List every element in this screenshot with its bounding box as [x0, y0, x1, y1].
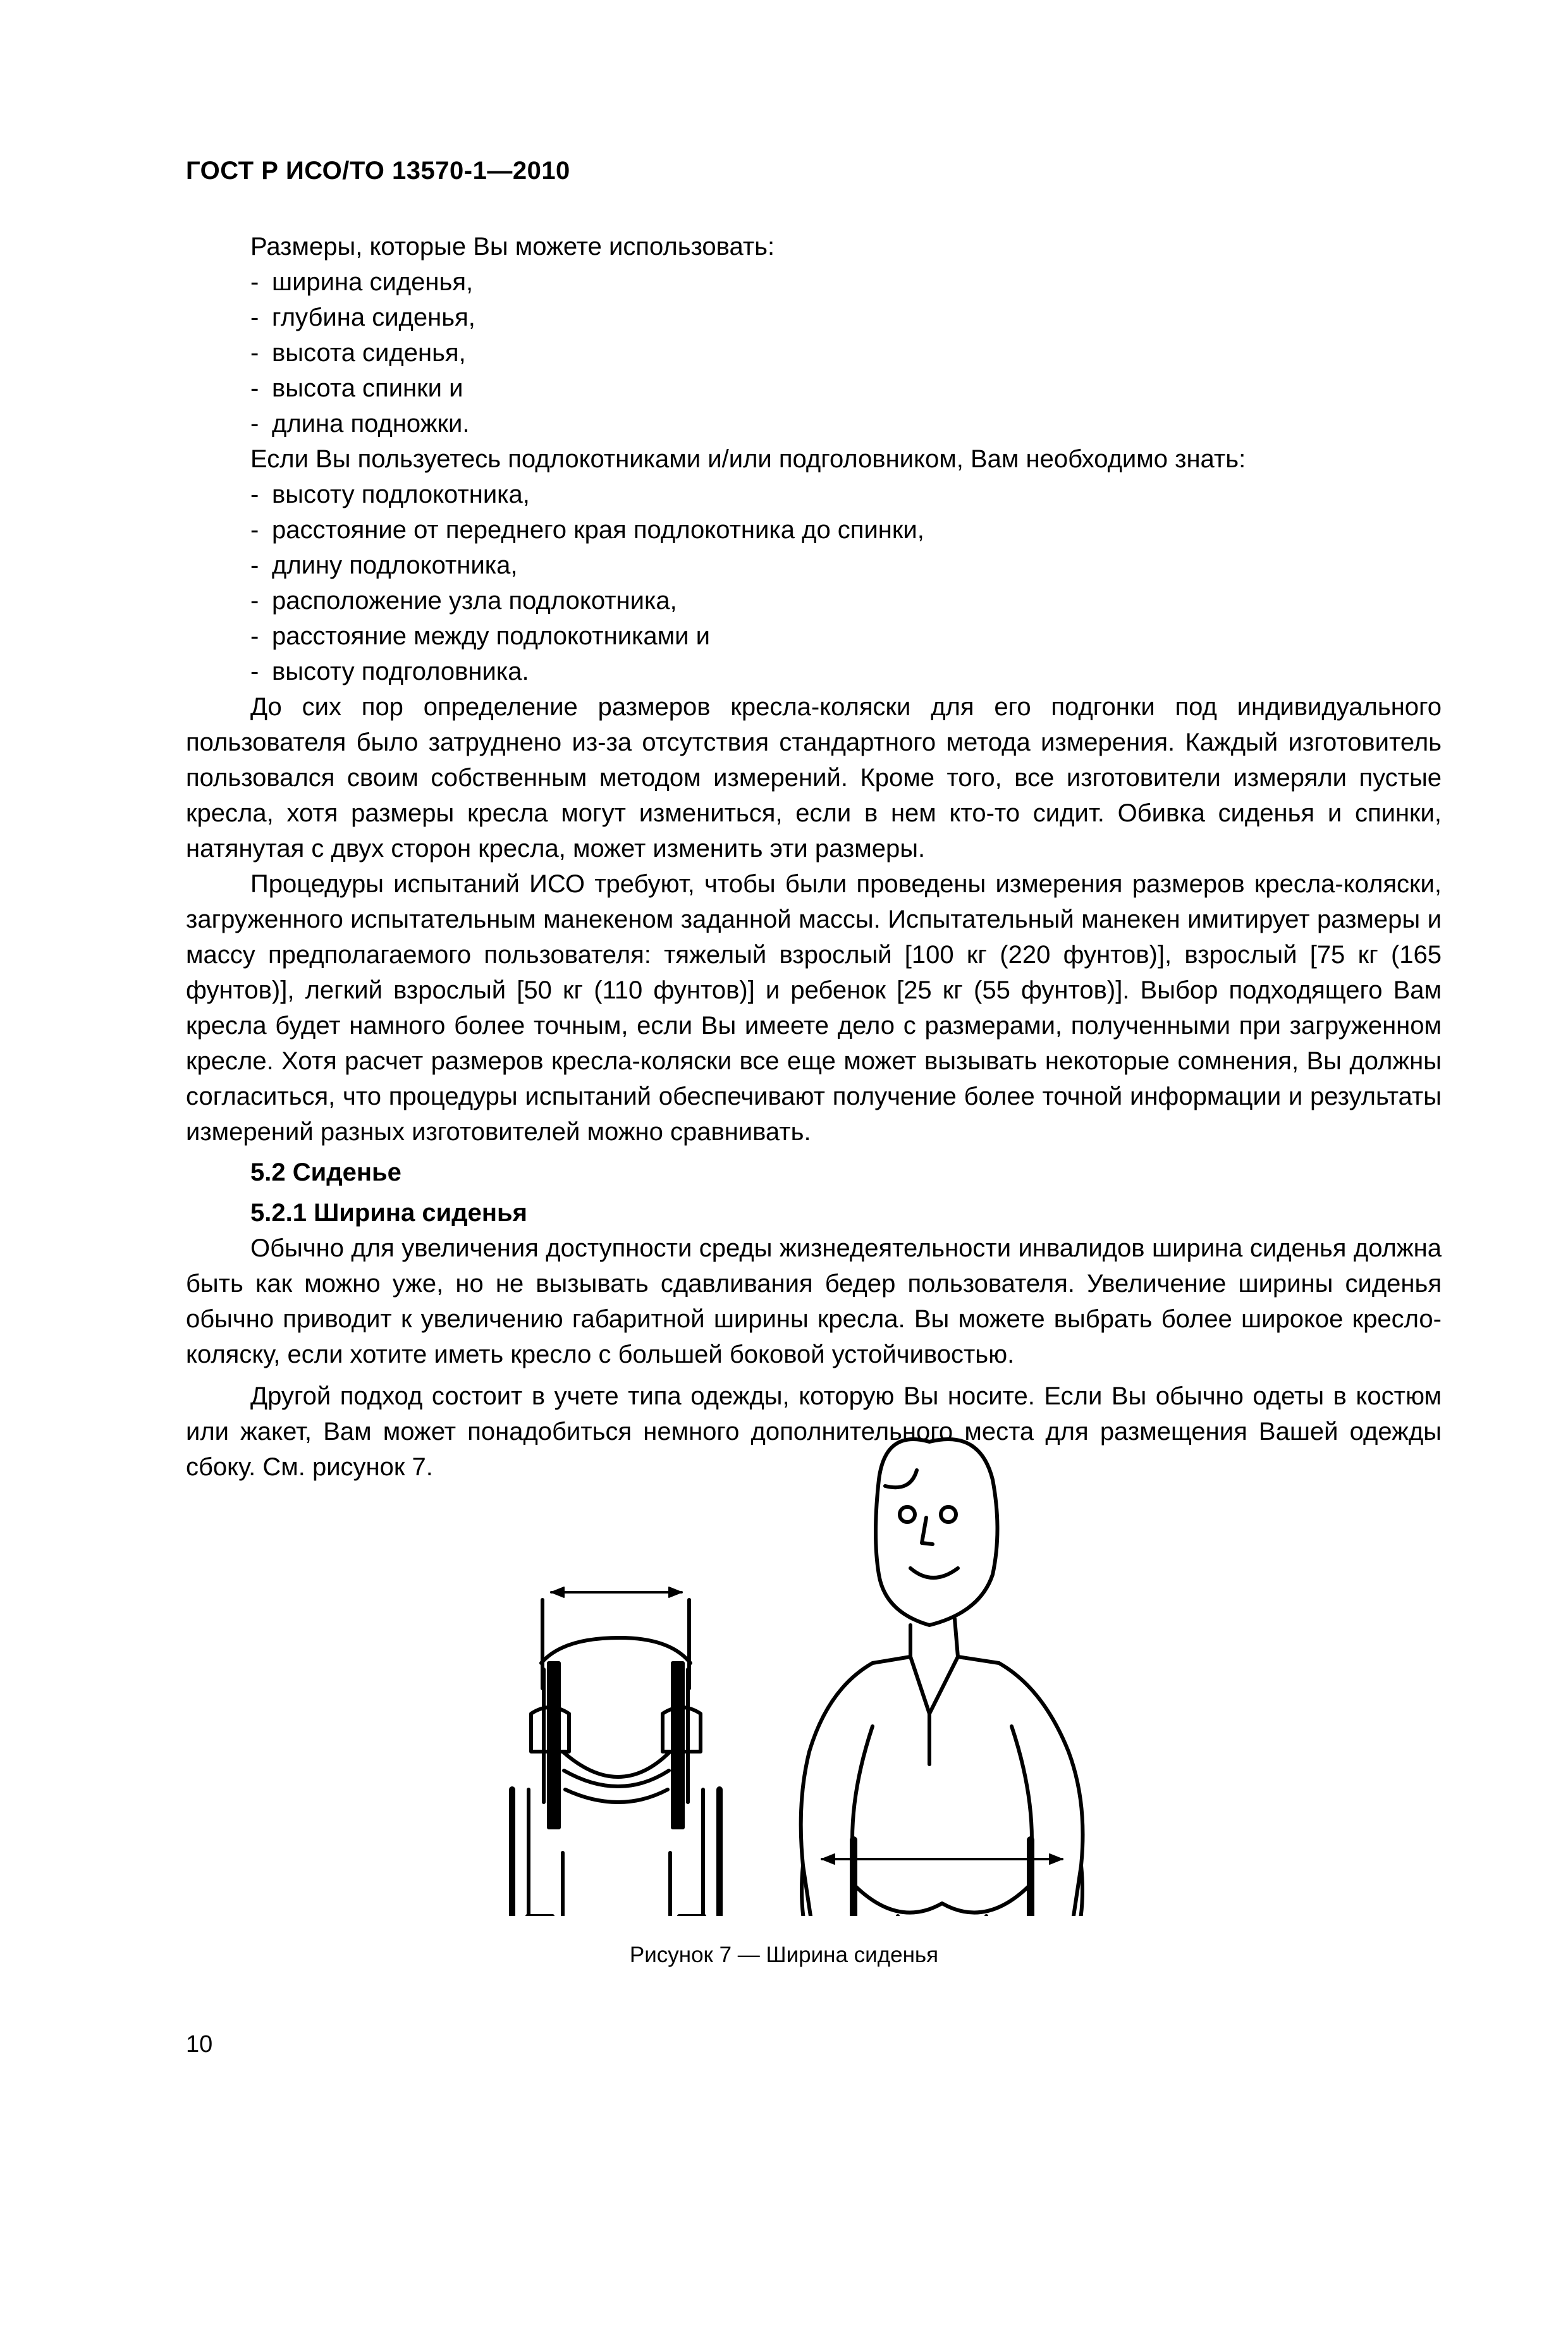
list-item: - высоту подголовника.	[250, 658, 529, 685]
figure-7	[443, 1360, 1201, 2346]
document-header: ГОСТ Р ИСО/ТО 13570-1—2010	[186, 157, 570, 185]
paragraph-iso-procedures: Процедуры испытаний ИСО требуют, чтобы были проведены измерения размеров кресла-коляски, загруженного испытательным манекеном заданной массы. Испытательный манекен имитирует размеры и массу предполагаемого пользователя: тяжелый взрослый [100 кг (220 фунтов)], взрослый [75 кг (165 фунтов)], легкий взрослый [50 кг (110 фунтов)] и ребенок [25 кг (55 фунтов)]. Выбор подходящего Вам кресла будет намного более точным, если Вы имеете дело с размерами, полученными при загруженном кресле. Хотя расчет размеров кресла-коляски все еще может вызывать некоторые сомнения, Вы должны согласиться, что процедуры испытаний обеспечивают получение более точной информации и результаты измерений разных изготовителей можно сравнивать.	[186, 870, 1442, 1146]
person-drawing	[801, 1439, 1083, 1916]
list-item: - расстояние между подлокотниками и	[250, 622, 710, 650]
paragraph-seat-width: Обычно для увеличения доступности среды жизнедеятельности инвалидов ширина сиденья должна быть как можно уже, но не вызывать сдавливания бедер пользователя. Увеличение ширины сиденья обычно приводит к увеличению габаритной ширины кресла. Вы можете выбрать более широкое кресло-коляску, если хотите иметь кресло с большей боковой устойчивостью.	[186, 1234, 1442, 1368]
list-item: - высота спинки и	[250, 374, 463, 402]
figure-7-illustration	[443, 1360, 1201, 1916]
list-item: - расположение узла подлокотника,	[250, 587, 677, 615]
page-number: 10	[186, 2031, 213, 2058]
body-text	[186, 229, 1442, 1485]
list-item: - высоту подлокотника,	[250, 481, 530, 508]
wheelchair-drawing	[512, 1587, 720, 1916]
paragraph-clothing: Другой подход состоит в учете типа одежды, которую Вы носите. Если Вы обычно одеты в костюм или жакет, Вам может понадобиться немного дополнительного места для размещения Вашей одежды сбоку. См. рисунок 7.	[186, 1382, 1442, 1481]
armrest-intro: Если Вы пользуетесь подлокотниками и/или подголовником, Вам необходимо знать:	[250, 445, 1246, 473]
paragraph-history: До сих пор определение размеров кресла-коляски для его подгонки под индивидуального пользователя было затруднено из-за отсутствия стандартного метода измерения. Каждый изготовитель пользовался своим собственным методом измерений. Кроме того, все изготовители измеряли пустые кресла, хотя размеры кресла могут измениться, если в нем кто-то сидит. Обивка сиденья и спинки, натянутая с двух сторон кресла, может изменить эти размеры.	[186, 693, 1442, 863]
list-item: - расстояние от переднего края подлокотника до спинки,	[250, 516, 924, 544]
section-heading-5-2-1: 5.2.1 Ширина сиденья	[250, 1199, 527, 1227]
dimensions-intro: Размеры, которые Вы можете использовать:	[250, 233, 775, 261]
section-heading-5-2: 5.2 Сиденье	[250, 1158, 401, 1186]
figure-caption: Рисунок 7 — Ширина сиденья	[629, 1943, 939, 1967]
list-item: - высота сиденья,	[250, 339, 466, 367]
list-item: - длину подлокотника,	[250, 551, 518, 579]
list-item: - длина подножки.	[250, 410, 470, 438]
list-item: - ширина сиденья,	[250, 268, 474, 296]
list-item: - глубина сиденья,	[250, 304, 475, 331]
